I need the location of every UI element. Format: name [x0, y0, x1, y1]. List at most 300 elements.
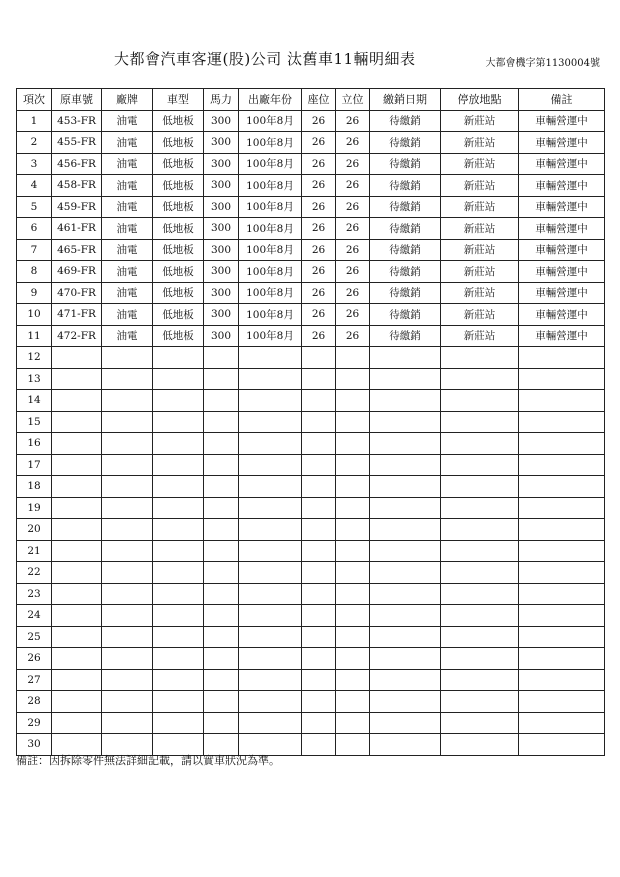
cell-horsepower: 300 [204, 175, 239, 197]
cell-remarks [519, 433, 605, 455]
cell-seats [302, 583, 336, 605]
cell-cancel-date [370, 433, 441, 455]
cell-index: 26 [17, 648, 52, 670]
cell-year [239, 562, 302, 584]
document-title: 大都會汽車客運(股)公司 汰舊車11輛明細表 [114, 50, 416, 68]
cell-cancel-date: 待繳銷 [370, 261, 441, 283]
cell-cancel-date: 待繳銷 [370, 132, 441, 154]
table-row [17, 605, 605, 627]
cell-brand [102, 411, 153, 433]
cell-cancel-date [370, 540, 441, 562]
cell-seats [302, 648, 336, 670]
cell-remarks [519, 540, 605, 562]
cell-horsepower: 300 [204, 196, 239, 218]
cell-type: 低地板 [153, 175, 204, 197]
cell-plate [52, 583, 102, 605]
cell-type [153, 368, 204, 390]
cell-brand: 油電 [102, 239, 153, 261]
cell-cancel-date [370, 583, 441, 605]
cell-standing [336, 648, 370, 670]
cell-horsepower: 300 [204, 261, 239, 283]
cell-horsepower [204, 519, 239, 541]
cell-remarks [519, 390, 605, 412]
cell-remarks [519, 519, 605, 541]
cell-year [239, 454, 302, 476]
cell-brand: 油電 [102, 282, 153, 304]
cell-location [441, 519, 519, 541]
cell-location: 新莊站 [441, 325, 519, 347]
cell-remarks: 車輛營運中 [519, 110, 605, 132]
cell-seats: 26 [302, 218, 336, 240]
cell-location: 新莊站 [441, 110, 519, 132]
cell-year: 100年8月 [239, 132, 302, 154]
cell-standing: 26 [336, 218, 370, 240]
cell-brand [102, 519, 153, 541]
table-row [17, 648, 605, 670]
cell-plate [52, 712, 102, 734]
table-row [17, 347, 605, 369]
cell-type [153, 390, 204, 412]
cell-index: 18 [17, 476, 52, 498]
table-row [17, 304, 605, 326]
cell-brand [102, 347, 153, 369]
cell-seats [302, 476, 336, 498]
cell-seats [302, 454, 336, 476]
cell-horsepower [204, 669, 239, 691]
cell-type: 低地板 [153, 304, 204, 326]
cell-standing: 26 [336, 175, 370, 197]
header-location: 停放地點 [441, 89, 519, 111]
cell-standing [336, 734, 370, 756]
cell-remarks [519, 454, 605, 476]
header-cancel-date: 繳銷日期 [370, 89, 441, 111]
cell-cancel-date: 待繳銷 [370, 239, 441, 261]
cell-cancel-date [370, 368, 441, 390]
cell-type [153, 712, 204, 734]
cell-brand [102, 691, 153, 713]
cell-location [441, 648, 519, 670]
cell-brand: 油電 [102, 153, 153, 175]
cell-index: 27 [17, 669, 52, 691]
cell-index: 23 [17, 583, 52, 605]
cell-standing [336, 583, 370, 605]
cell-index: 3 [17, 153, 52, 175]
cell-type: 低地板 [153, 196, 204, 218]
cell-brand: 油電 [102, 325, 153, 347]
table-row [17, 669, 605, 691]
cell-remarks [519, 605, 605, 627]
cell-standing: 26 [336, 282, 370, 304]
cell-type [153, 411, 204, 433]
cell-standing: 26 [336, 239, 370, 261]
table-row [17, 540, 605, 562]
table-row [17, 325, 605, 347]
cell-seats [302, 734, 336, 756]
cell-index: 10 [17, 304, 52, 326]
cell-seats [302, 411, 336, 433]
cell-seats [302, 433, 336, 455]
cell-location: 新莊站 [441, 261, 519, 283]
cell-horsepower [204, 583, 239, 605]
cell-index: 21 [17, 540, 52, 562]
cell-type [153, 562, 204, 584]
cell-remarks [519, 691, 605, 713]
cell-plate [52, 497, 102, 519]
cell-index: 25 [17, 626, 52, 648]
cell-cancel-date [370, 691, 441, 713]
cell-remarks: 車輛營運中 [519, 325, 605, 347]
cell-location [441, 626, 519, 648]
cell-type [153, 433, 204, 455]
document-number: 大都會機字第1130004號 [485, 58, 600, 69]
cell-seats: 26 [302, 282, 336, 304]
cell-cancel-date [370, 347, 441, 369]
cell-plate: 458-FR [52, 175, 102, 197]
cell-index: 9 [17, 282, 52, 304]
cell-cancel-date [370, 562, 441, 584]
cell-seats: 26 [302, 153, 336, 175]
cell-remarks [519, 734, 605, 756]
cell-brand [102, 454, 153, 476]
table-row [17, 519, 605, 541]
cell-year [239, 583, 302, 605]
cell-cancel-date: 待繳銷 [370, 325, 441, 347]
cell-type: 低地板 [153, 153, 204, 175]
cell-brand [102, 368, 153, 390]
header-brand: 廠牌 [102, 89, 153, 111]
cell-cancel-date: 待繳銷 [370, 304, 441, 326]
cell-plate [52, 562, 102, 584]
cell-year [239, 626, 302, 648]
cell-type [153, 540, 204, 562]
cell-year: 100年8月 [239, 110, 302, 132]
cell-cancel-date: 待繳銷 [370, 153, 441, 175]
cell-index: 5 [17, 196, 52, 218]
cell-type: 低地板 [153, 325, 204, 347]
cell-index: 13 [17, 368, 52, 390]
cell-plate [52, 347, 102, 369]
cell-type [153, 497, 204, 519]
header-remarks: 備註 [519, 89, 605, 111]
cell-remarks: 車輛營運中 [519, 261, 605, 283]
cell-remarks [519, 648, 605, 670]
cell-standing [336, 519, 370, 541]
cell-index: 28 [17, 691, 52, 713]
cell-year [239, 368, 302, 390]
table-row [17, 261, 605, 283]
cell-cancel-date: 待繳銷 [370, 218, 441, 240]
cell-horsepower [204, 390, 239, 412]
cell-type [153, 605, 204, 627]
cell-year [239, 390, 302, 412]
cell-index: 4 [17, 175, 52, 197]
cell-remarks [519, 669, 605, 691]
table-row [17, 132, 605, 154]
cell-type: 低地板 [153, 132, 204, 154]
cell-year [239, 497, 302, 519]
cell-cancel-date [370, 519, 441, 541]
cell-year [239, 648, 302, 670]
cell-type: 低地板 [153, 261, 204, 283]
cell-location: 新莊站 [441, 175, 519, 197]
cell-location: 新莊站 [441, 132, 519, 154]
cell-cancel-date [370, 648, 441, 670]
header-type: 車型 [153, 89, 204, 111]
cell-seats [302, 626, 336, 648]
cell-remarks: 車輛營運中 [519, 239, 605, 261]
table-row [17, 583, 605, 605]
cell-standing [336, 347, 370, 369]
cell-plate: 471-FR [52, 304, 102, 326]
table-row [17, 196, 605, 218]
cell-brand [102, 476, 153, 498]
cell-remarks: 車輛營運中 [519, 175, 605, 197]
cell-plate: 461-FR [52, 218, 102, 240]
cell-seats [302, 562, 336, 584]
cell-type [153, 519, 204, 541]
header-standing: 立位 [336, 89, 370, 111]
cell-horsepower: 300 [204, 282, 239, 304]
cell-remarks: 車輛營運中 [519, 132, 605, 154]
cell-location [441, 669, 519, 691]
cell-standing [336, 562, 370, 584]
cell-horsepower: 300 [204, 239, 239, 261]
cell-year: 100年8月 [239, 239, 302, 261]
cell-plate: 472-FR [52, 325, 102, 347]
cell-year: 100年8月 [239, 304, 302, 326]
cell-standing: 26 [336, 304, 370, 326]
cell-year [239, 669, 302, 691]
cell-plate [52, 540, 102, 562]
cell-type [153, 669, 204, 691]
header-seats: 座位 [302, 89, 336, 111]
cell-brand [102, 497, 153, 519]
cell-seats [302, 368, 336, 390]
cell-horsepower [204, 347, 239, 369]
cell-cancel-date [370, 626, 441, 648]
cell-seats [302, 540, 336, 562]
cell-cancel-date [370, 390, 441, 412]
cell-horsepower [204, 712, 239, 734]
cell-brand: 油電 [102, 304, 153, 326]
cell-standing: 26 [336, 110, 370, 132]
cell-index: 24 [17, 605, 52, 627]
cell-plate [52, 626, 102, 648]
table-row [17, 691, 605, 713]
cell-seats: 26 [302, 261, 336, 283]
cell-standing: 26 [336, 153, 370, 175]
cell-cancel-date: 待繳銷 [370, 196, 441, 218]
cell-index: 30 [17, 734, 52, 756]
cell-type: 低地板 [153, 218, 204, 240]
cell-cancel-date [370, 411, 441, 433]
cell-location [441, 605, 519, 627]
table-row [17, 218, 605, 240]
cell-year [239, 712, 302, 734]
table-row [17, 282, 605, 304]
cell-brand [102, 712, 153, 734]
cell-brand [102, 583, 153, 605]
cell-type: 低地板 [153, 110, 204, 132]
cell-index: 7 [17, 239, 52, 261]
table-row [17, 712, 605, 734]
cell-cancel-date [370, 605, 441, 627]
cell-brand: 油電 [102, 132, 153, 154]
cell-type: 低地板 [153, 282, 204, 304]
cell-plate [52, 411, 102, 433]
cell-index: 2 [17, 132, 52, 154]
cell-cancel-date [370, 712, 441, 734]
cell-seats [302, 390, 336, 412]
cell-year: 100年8月 [239, 261, 302, 283]
cell-brand [102, 626, 153, 648]
cell-plate: 465-FR [52, 239, 102, 261]
cell-plate [52, 519, 102, 541]
cell-year [239, 691, 302, 713]
cell-location [441, 497, 519, 519]
cell-cancel-date [370, 476, 441, 498]
cell-horsepower [204, 454, 239, 476]
cell-cancel-date: 待繳銷 [370, 110, 441, 132]
cell-remarks [519, 411, 605, 433]
cell-standing [336, 411, 370, 433]
cell-standing [336, 368, 370, 390]
cell-standing [336, 433, 370, 455]
cell-standing: 26 [336, 132, 370, 154]
cell-type: 低地板 [153, 239, 204, 261]
cell-index: 11 [17, 325, 52, 347]
cell-remarks: 車輛營運中 [519, 218, 605, 240]
cell-standing [336, 605, 370, 627]
cell-brand [102, 605, 153, 627]
cell-seats: 26 [302, 196, 336, 218]
cell-plate: 470-FR [52, 282, 102, 304]
cell-plate [52, 476, 102, 498]
cell-year [239, 411, 302, 433]
table-body [17, 110, 605, 755]
cell-cancel-date [370, 734, 441, 756]
cell-location [441, 454, 519, 476]
cell-horsepower [204, 411, 239, 433]
cell-cancel-date: 待繳銷 [370, 282, 441, 304]
cell-index: 12 [17, 347, 52, 369]
cell-year: 100年8月 [239, 175, 302, 197]
cell-plate [52, 691, 102, 713]
cell-plate [52, 648, 102, 670]
cell-seats [302, 347, 336, 369]
cell-location: 新莊站 [441, 218, 519, 240]
cell-type [153, 648, 204, 670]
cell-location [441, 411, 519, 433]
cell-location [441, 476, 519, 498]
cell-standing [336, 626, 370, 648]
cell-brand [102, 433, 153, 455]
table-row [17, 175, 605, 197]
header-index: 項次 [17, 89, 52, 111]
cell-type [153, 476, 204, 498]
cell-year: 100年8月 [239, 196, 302, 218]
table-row [17, 497, 605, 519]
cell-seats [302, 669, 336, 691]
cell-type [153, 583, 204, 605]
cell-seats [302, 712, 336, 734]
cell-index: 17 [17, 454, 52, 476]
cell-plate: 455-FR [52, 132, 102, 154]
cell-remarks: 車輛營運中 [519, 153, 605, 175]
cell-horsepower [204, 648, 239, 670]
cell-horsepower: 300 [204, 110, 239, 132]
cell-remarks: 車輛營運中 [519, 304, 605, 326]
cell-plate [52, 433, 102, 455]
cell-plate [52, 669, 102, 691]
cell-standing: 26 [336, 196, 370, 218]
cell-year [239, 540, 302, 562]
cell-brand: 油電 [102, 196, 153, 218]
cell-location [441, 712, 519, 734]
cell-location [441, 368, 519, 390]
cell-remarks [519, 368, 605, 390]
cell-seats: 26 [302, 175, 336, 197]
cell-cancel-date [370, 454, 441, 476]
cell-index: 29 [17, 712, 52, 734]
cell-plate [52, 454, 102, 476]
cell-year [239, 605, 302, 627]
cell-seats: 26 [302, 325, 336, 347]
cell-standing [336, 497, 370, 519]
cell-remarks [519, 583, 605, 605]
cell-remarks [519, 712, 605, 734]
cell-cancel-date [370, 669, 441, 691]
cell-horsepower [204, 497, 239, 519]
cell-location [441, 433, 519, 455]
cell-year: 100年8月 [239, 325, 302, 347]
cell-brand [102, 648, 153, 670]
cell-brand [102, 540, 153, 562]
table-row [17, 476, 605, 498]
cell-horsepower: 300 [204, 132, 239, 154]
cell-standing [336, 454, 370, 476]
table-row [17, 239, 605, 261]
cell-brand: 油電 [102, 175, 153, 197]
cell-year: 100年8月 [239, 218, 302, 240]
cell-year: 100年8月 [239, 282, 302, 304]
cell-plate: 469-FR [52, 261, 102, 283]
cell-location: 新莊站 [441, 153, 519, 175]
cell-standing: 26 [336, 261, 370, 283]
cell-horsepower: 300 [204, 153, 239, 175]
cell-seats [302, 497, 336, 519]
cell-location: 新莊站 [441, 282, 519, 304]
table-row [17, 562, 605, 584]
cell-horsepower [204, 605, 239, 627]
table-row [17, 433, 605, 455]
cell-brand [102, 562, 153, 584]
cell-horsepower [204, 368, 239, 390]
cell-horsepower [204, 562, 239, 584]
vehicle-table [16, 88, 605, 756]
cell-year: 100年8月 [239, 153, 302, 175]
table-row [17, 411, 605, 433]
cell-horsepower [204, 626, 239, 648]
cell-year [239, 433, 302, 455]
cell-horsepower [204, 691, 239, 713]
table-row [17, 110, 605, 132]
cell-horsepower: 300 [204, 325, 239, 347]
cell-horsepower [204, 476, 239, 498]
cell-seats: 26 [302, 304, 336, 326]
cell-plate [52, 605, 102, 627]
cell-location [441, 390, 519, 412]
